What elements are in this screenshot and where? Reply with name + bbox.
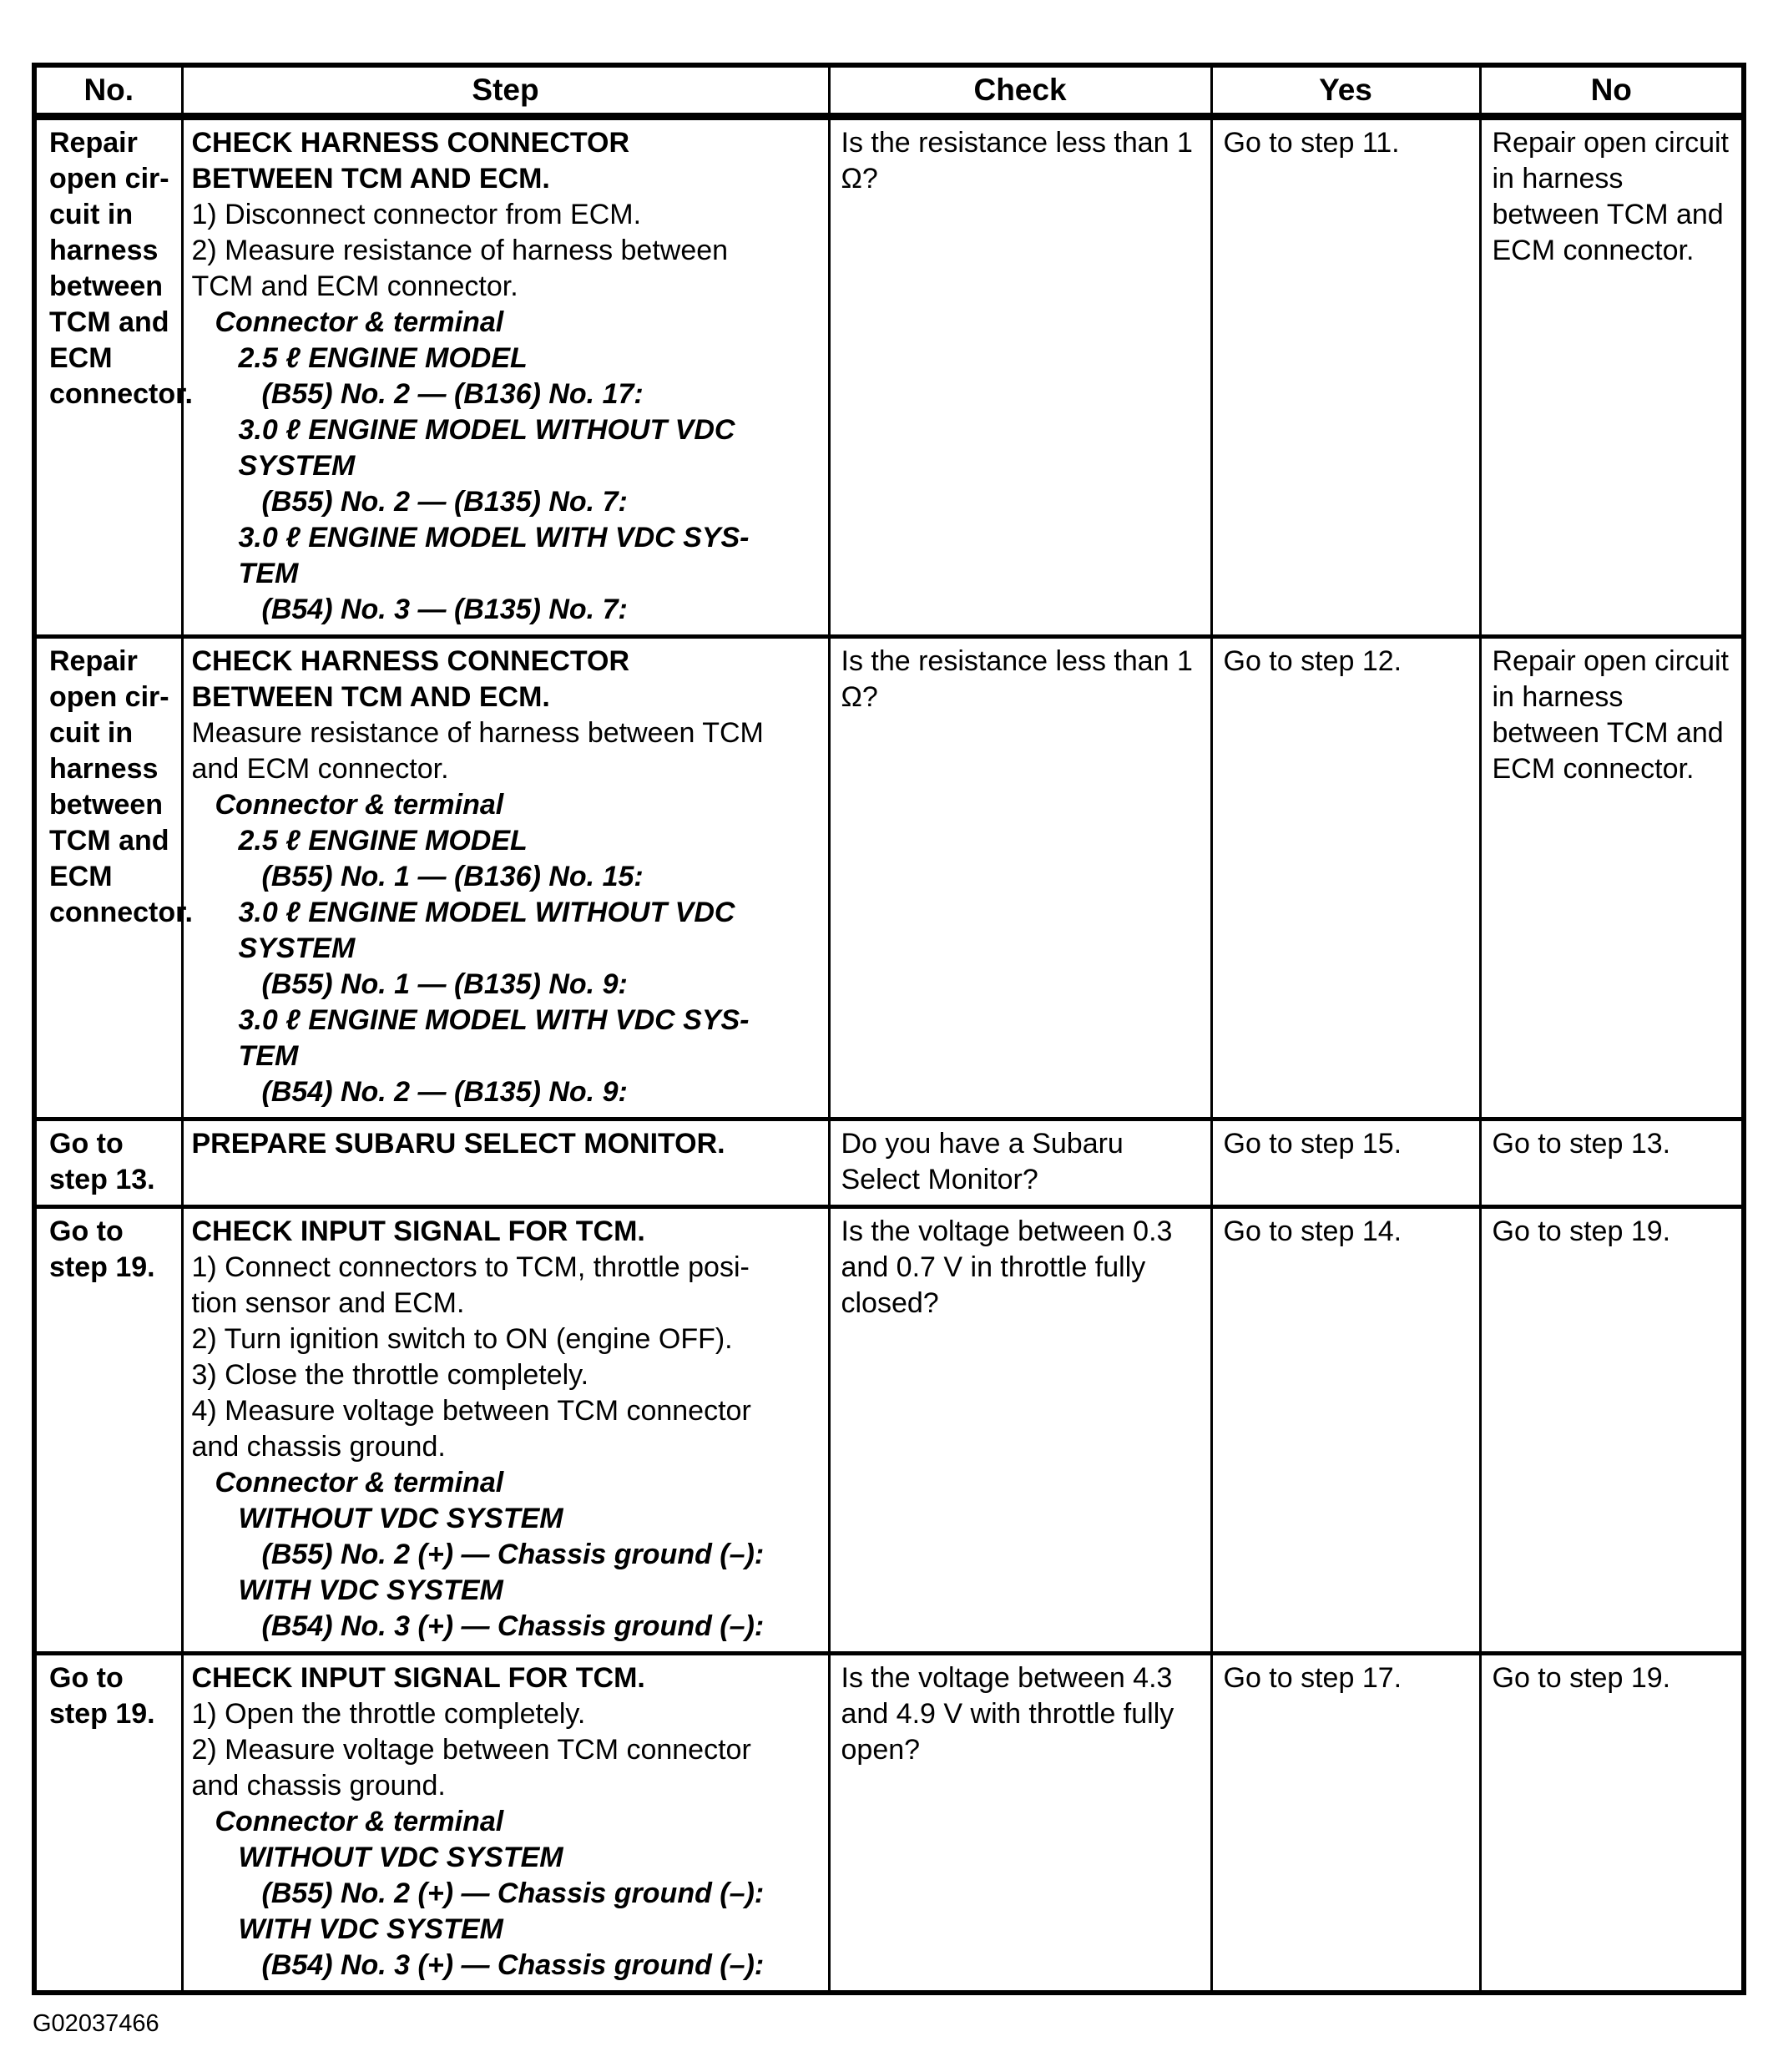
step-line: 4) Measure voltage between TCM connector — [191, 1395, 751, 1427]
cell-check-question: Is the resistance less than 1 Ω? — [829, 637, 1211, 1119]
step-line: WITH VDC SYSTEM — [238, 1574, 503, 1606]
step-line: (B54) No. 3 (+) — Chassis ground (–): — [261, 1949, 765, 1981]
step-line: Connector & terminal — [215, 1467, 504, 1498]
cell-yes-action: Go to step 11. — [1211, 117, 1480, 637]
step-line: TCM and ECM connector. — [191, 270, 518, 302]
cell-step-number: Repair open circuit in harness between TCM and ECM connector. — [34, 117, 182, 637]
cell-no-action: Go to step 19. — [1480, 1654, 1744, 1994]
step-line: WITHOUT VDC SYSTEM — [238, 1842, 563, 1873]
table-row-step-Go to step 13. — [34, 1119, 1744, 1207]
cell-no-action: Repair open circuit in harness between TCM and ECM connector. — [1480, 637, 1744, 1119]
cell-no-action: Go to step 19. — [1480, 1207, 1744, 1654]
step-line: CHECK HARNESS CONNECTOR — [191, 127, 630, 159]
step-line: WITH VDC SYSTEM — [238, 1913, 503, 1945]
step-line: 3.0 ℓ ENGINE MODEL WITHOUT VDC — [238, 414, 735, 446]
step-line: TEM — [238, 1040, 299, 1072]
step-line: TEM — [238, 558, 299, 589]
table-row-step-Go to step 19. — [34, 1654, 1744, 1994]
step-line: and chassis ground. — [191, 1770, 446, 1802]
step-line: BETWEEN TCM AND ECM. — [191, 163, 550, 195]
figure-id-label: G02037466 — [33, 2010, 159, 2037]
step-line: WITHOUT VDC SYSTEM — [238, 1503, 563, 1534]
cell-no-action: Repair open circuit in harness between TCM and ECM connector. — [1480, 117, 1744, 637]
step-line: SYSTEM — [238, 450, 356, 482]
step-line: Connector & terminal — [215, 306, 504, 338]
step-line: tion sensor and ECM. — [191, 1287, 465, 1319]
step-line: (B55) No. 2 — (B136) No. 17: — [261, 378, 644, 410]
step-line: CHECK INPUT SIGNAL FOR TCM. — [191, 1662, 645, 1694]
cell-step-number: Go to step 19. — [34, 1654, 182, 1994]
cell-step-instructions — [182, 637, 829, 1119]
column-header-step: Step — [182, 65, 829, 117]
step-line: 1) Disconnect connector from ECM. — [191, 199, 642, 230]
column-header-number: No. — [34, 65, 182, 117]
diagnostic-table-sheet — [32, 63, 1746, 1995]
step-line: CHECK INPUT SIGNAL FOR TCM. — [191, 1215, 645, 1247]
step-line: and chassis ground. — [191, 1431, 446, 1463]
cell-step-number: Go to step 19. — [34, 1207, 182, 1654]
cell-step-instructions — [182, 1654, 829, 1994]
step-line: 1) Connect connectors to TCM, throttle posi- — [191, 1251, 750, 1283]
step-line: 2.5 ℓ ENGINE MODEL — [238, 342, 528, 374]
header-row — [34, 65, 1744, 117]
cell-check-question: Is the voltage between 4.3 and 4.9 V with throttle fully open? — [829, 1654, 1211, 1994]
column-header-no: No — [1480, 65, 1744, 117]
step-line: SYSTEM — [238, 932, 356, 964]
cell-yes-action: Go to step 17. — [1211, 1654, 1480, 1994]
cell-no-action: Go to step 13. — [1480, 1119, 1744, 1207]
cell-step-number: Go to step 13. — [34, 1119, 182, 1207]
step-line: (B55) No. 2 — (B135) No. 7: — [261, 486, 628, 518]
step-line: Measure resistance of harness between TCM — [191, 717, 764, 749]
step-line: 3.0 ℓ ENGINE MODEL WITHOUT VDC — [238, 897, 735, 928]
step-line: Connector & terminal — [215, 1806, 504, 1837]
cell-step-instructions — [182, 117, 829, 637]
step-line: PREPARE SUBARU SELECT MONITOR. — [191, 1128, 725, 1160]
table-row-step-Repair open cir­cuit in harness between TCM and ECM connector. — [34, 117, 1744, 637]
cell-yes-action: Go to step 15. — [1211, 1119, 1480, 1207]
step-line: (B55) No. 2 (+) — Chassis ground (–): — [261, 1877, 765, 1909]
cell-step-number: Repair open circuit in harness between TCM and ECM connector. — [34, 637, 182, 1119]
step-line: (B55) No. 1 — (B136) No. 15: — [261, 861, 644, 892]
step-line: 2) Measure voltage between TCM connector — [191, 1734, 751, 1766]
step-line: CHECK HARNESS CONNECTOR — [191, 645, 630, 677]
step-line: 2) Turn ignition switch to ON (engine OFF). — [191, 1323, 733, 1355]
diagnostic-procedure-table — [32, 63, 1746, 1995]
cell-yes-action: Go to step 14. — [1211, 1207, 1480, 1654]
step-line: 3) Close the throttle completely. — [191, 1359, 589, 1391]
cell-check-question: Is the resistance less than 1 Ω? — [829, 117, 1211, 637]
step-line: 2) Measure resistance of harness between — [191, 235, 729, 266]
cell-check-question: Is the voltage between 0.3 and 0.7 V in throttle fully closed? — [829, 1207, 1211, 1654]
cell-step-instructions — [182, 1207, 829, 1654]
step-line: (B55) No. 1 — (B135) No. 9: — [261, 968, 628, 1000]
step-line: 3.0 ℓ ENGINE MODEL WITH VDC SYS- — [238, 1004, 750, 1036]
table-body — [34, 117, 1744, 1994]
cell-check-question: Do you have a Subaru Select Monitor? — [829, 1119, 1211, 1207]
step-line: and ECM connector. — [191, 753, 449, 785]
step-line: 2.5 ℓ ENGINE MODEL — [238, 825, 528, 857]
step-line: Connector & terminal — [215, 789, 504, 821]
cell-step-instructions — [182, 1119, 829, 1207]
step-line: (B54) No. 2 — (B135) No. 9: — [261, 1076, 628, 1108]
column-header-yes: Yes — [1211, 65, 1480, 117]
step-line: 1) Open the throttle completely. — [191, 1698, 586, 1730]
cell-yes-action: Go to step 12. — [1211, 637, 1480, 1119]
step-line: (B54) No. 3 (+) — Chassis ground (–): — [261, 1610, 765, 1642]
table-row-step-Go to step 19. — [34, 1207, 1744, 1654]
table-row-step-Repair open cir­cuit in harness between TCM and ECM connector. — [34, 637, 1744, 1119]
step-line: BETWEEN TCM AND ECM. — [191, 681, 550, 713]
step-line: 3.0 ℓ ENGINE MODEL WITH VDC SYS- — [238, 522, 750, 553]
step-line: (B55) No. 2 (+) — Chassis ground (–): — [261, 1539, 765, 1570]
column-header-check: Check — [829, 65, 1211, 117]
step-line: (B54) No. 3 — (B135) No. 7: — [261, 594, 628, 625]
